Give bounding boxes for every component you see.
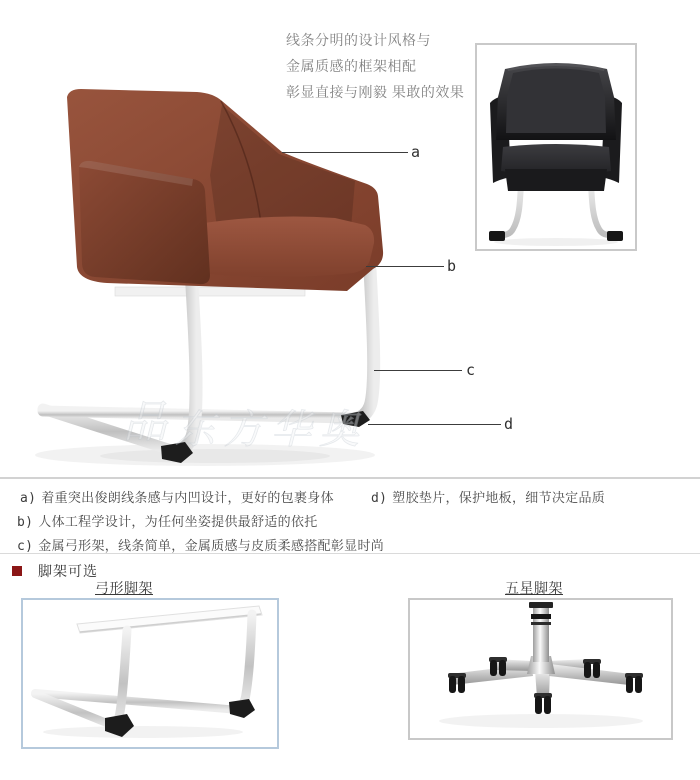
- annotation-a-text: 着重突出俊朗线条感与内凹设计，更好的包裹身体: [41, 490, 334, 505]
- options-section-title: 脚架可选: [38, 563, 98, 579]
- annotation-d-text: 塑胶垫片，保护地板，细节决定品质: [392, 490, 606, 505]
- seat-cushion: [190, 217, 374, 278]
- floor-shadow: [494, 238, 618, 246]
- callout-line-a: [282, 152, 408, 153]
- main-chair-image: [15, 55, 400, 475]
- column-ring-1: [531, 614, 551, 619]
- callout-line-c: [374, 370, 462, 371]
- rear-post: [236, 614, 252, 709]
- callout-label-d: d: [504, 415, 514, 433]
- black-chair-image: [477, 45, 635, 249]
- annotation-c-text: 金属弓形架，线条简单，金属质感与皮质柔感搭配彰显时尚: [38, 538, 385, 553]
- backrest-inner: [506, 69, 606, 134]
- divider-top: [0, 477, 700, 479]
- annotation-b-text: 人体工程学设计，为任何坐姿提供最舒适的依托: [38, 514, 318, 529]
- intro-line-1: 线条分明的设计风格与: [286, 32, 431, 48]
- floor-shadow: [439, 714, 643, 728]
- annotation-a-label: a): [20, 491, 37, 506]
- bow-base-image: [23, 600, 277, 747]
- annotation-b-label: b): [17, 515, 34, 530]
- option-label-star-base: 五星脚架: [505, 580, 563, 596]
- watermark-logo: 品: [123, 397, 167, 448]
- callout-label-b: b: [447, 257, 457, 275]
- rear-post: [348, 270, 374, 419]
- intro-line-2: 金属质感的框架相配: [286, 58, 417, 74]
- seat-front: [505, 169, 607, 191]
- column-top-cap: [529, 602, 553, 608]
- red-square-bullet-icon: [12, 566, 22, 576]
- bow-base-card: [21, 598, 279, 749]
- star-base-card: [408, 598, 673, 740]
- foot-cap-left: [489, 231, 505, 241]
- foot-cap-rear: [229, 699, 255, 718]
- black-chair-card: [475, 43, 637, 251]
- caster-right: [625, 673, 643, 693]
- annotation-d: [371, 487, 605, 506]
- column-ring-2: [531, 622, 551, 625]
- foot-cap-right: [607, 231, 623, 241]
- annotation-c: [17, 535, 384, 554]
- floor-shadow: [43, 726, 243, 738]
- watermark-text: 东方华奥: [175, 407, 367, 453]
- callout-line-b: [366, 266, 444, 267]
- intro-line-3: 彰显直接与刚毅 果敢的效果: [286, 84, 465, 100]
- annotation-a: [20, 487, 334, 506]
- option-label-bow-base: 弓形脚架: [95, 580, 153, 596]
- watermark: [123, 397, 367, 453]
- front-post: [109, 630, 127, 727]
- star-base-image: [410, 600, 671, 738]
- annotation-b: [17, 511, 318, 530]
- annotation-d-label: d): [371, 491, 388, 506]
- callout-label-a: a: [411, 143, 421, 161]
- caster-center: [534, 693, 552, 714]
- callout-label-c: c: [466, 361, 476, 379]
- chair-body: [67, 89, 383, 291]
- annotation-c-label: c): [17, 539, 34, 554]
- callout-line-d: [368, 424, 501, 425]
